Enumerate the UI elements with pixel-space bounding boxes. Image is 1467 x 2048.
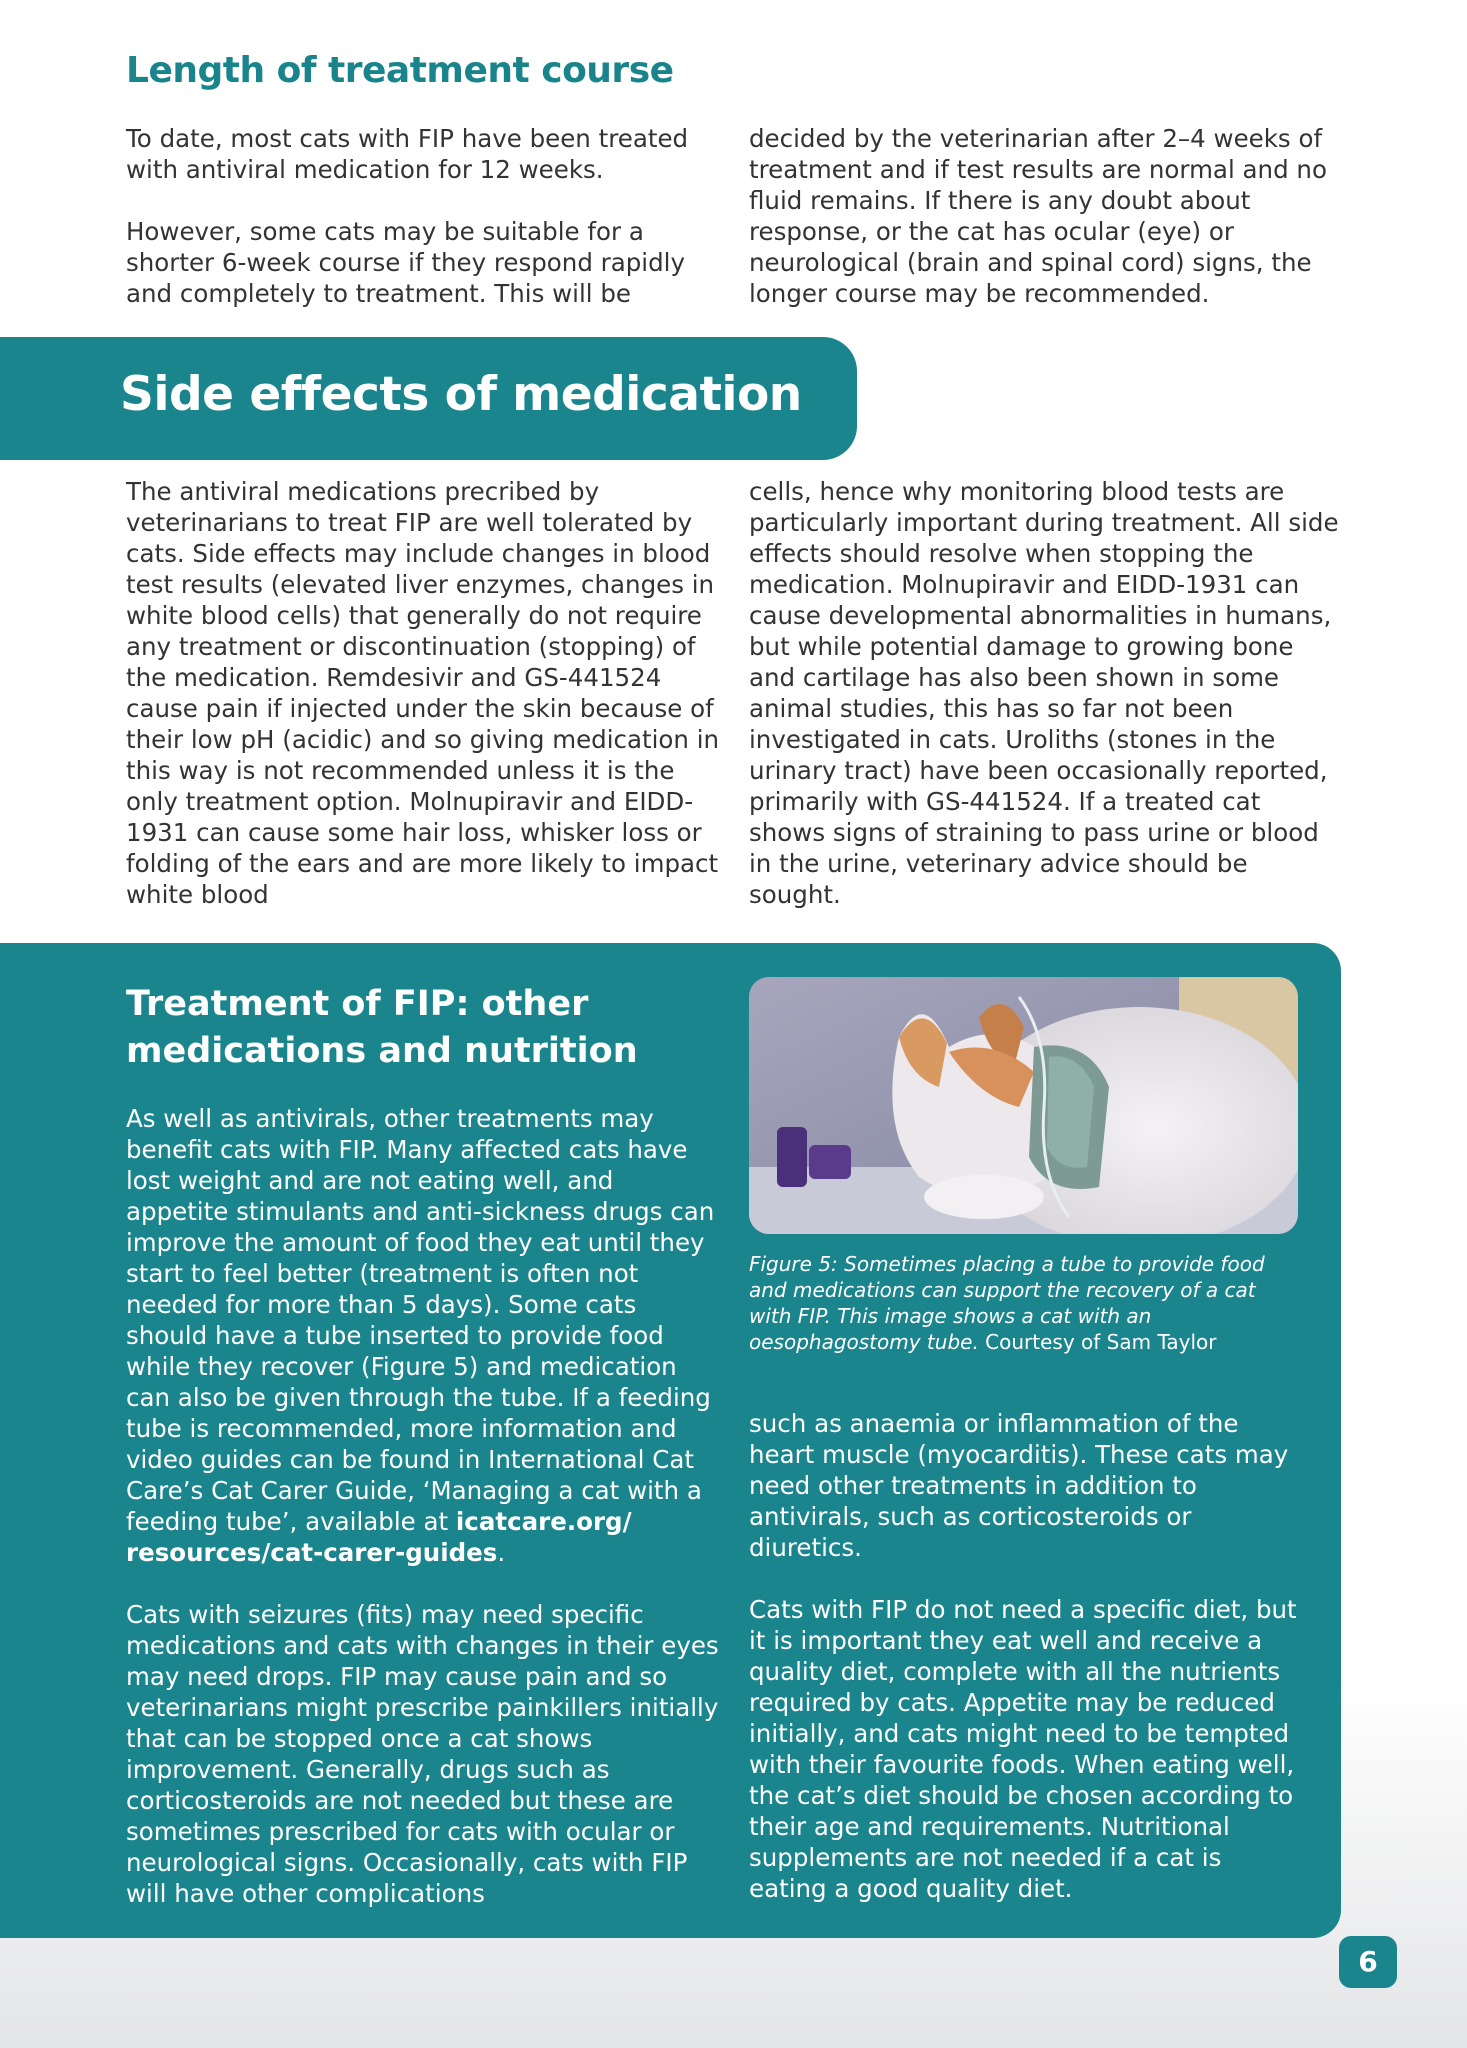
length-left-column: [126, 123, 720, 309]
cat-with-tube-image: [749, 977, 1298, 1234]
side-effects-left-column: [126, 476, 720, 910]
figure-5-credit: Courtesy of Sam Taylor: [978, 1330, 1217, 1354]
side-effects-paragraph-2: cells, hence why monitoring blood tests are particularly important during treatment. All side effects should resolve when stopping the medication. Molnupiravir and EIDD-1931 can cause developmental abnormalities in humans, but while potential damage to growing bone and cartilage has also been shown in some animal studies, this has so far not been investigated in cats. Uroliths (stones in the urinary tract) have been occasionally reported, primarily with GS-441524. If a treated cat shows signs of straining to pass urine or blood in the urine, veterinary advice should be sought.: [749, 477, 1339, 909]
treatment-paragraph-2: Cats with seizures (fits) may need specific medications and cats with changes in their eyes may need drops. FIP may cause pain and so veterinarians might prescribe painkillers initially that can be stopped once a cat shows improvement. Generally, drugs such as corticosteroids are not needed but these are sometimes prescribed for cats with ocular or neurological signs. Occasionally, cats with FIP will have other complications: [126, 1600, 719, 1908]
side-effects-right-column: [749, 476, 1339, 910]
treatment-heading-line-2: medications and nutrition: [126, 1031, 638, 1071]
figure-5-photo: [749, 977, 1298, 1234]
treatment-paragraph-1-text: As well as antivirals, other treatments may benefit cats with FIP. Many affected cats have lost weight and are not eating well, and appetite stimulants and anti-sickness drugs can improve the amount of food they eat until they start to feel better (treatment is often not needed for more than 5 days). Some cats should have a tube inserted to provide food while they recover (Figure 5) and medication can also be given through the tube. If a feeding tube is recommended, more information and video guides can be found in International Cat Care’s Cat Carer Guide, ‘Managing a cat with a feeding tube’, available at: [126, 1104, 715, 1536]
length-paragraph-3: decided by the veterinarian after 2–4 weeks of treatment and if test results are normal and no fluid remains. If there is any doubt about response, or the cat has ocular (eye) or neurological (brain and spinal cord) signs, the longer course may be recommended.: [749, 124, 1327, 308]
length-paragraph-2: However, some cats may be suitable for a shorter 6-week course if they respond rapidly and completely to treatment. This will be: [126, 217, 685, 308]
length-of-treatment-heading: Length of treatment course: [126, 50, 674, 91]
side-effects-banner: [0, 337, 857, 460]
treatment-left-column: [126, 1103, 720, 1909]
treatment-heading-line-1: Treatment of FIP: other: [126, 984, 589, 1024]
treatment-heading: [126, 981, 638, 1075]
page-number-badge: 6: [1339, 1936, 1397, 1988]
treatment-paragraph-3: such as anaemia or inflammation of the heart muscle (myocarditis). These cats may need other treatments in addition to antivirals, such as corticosteroids or diuretics.: [749, 1409, 1289, 1562]
treatment-paragraph-1: [126, 1103, 720, 1568]
figure-5-caption: [749, 1251, 1269, 1355]
side-effects-paragraph-1: The antiviral medications precribed by veterinarians to treat FIP are well tolerated by cats. Side effects may include changes in blood test results (elevated liver enzymes, changes in white blood cells) that generally do not require any treatment or discontinuation (stopping) of the medication. Remdesivir and GS-441524 cause pain if injected under the skin because of their low pH (acidic) and so giving medication in this way is not recommended unless it is the only treatment option. Molnupiravir and EIDD-1931 can cause some hair loss, whisker loss or folding of the ears and are more likely to impact white blood: [126, 477, 720, 909]
side-effects-heading: Side effects of medication: [120, 367, 802, 422]
length-paragraph-1: To date, most cats with FIP have been treated with antiviral medication for 12 weeks.: [126, 124, 689, 184]
icatcare-link[interactable]: icatcare.org/ resources/cat-carer-guides: [126, 1507, 632, 1567]
figure-5-caption-text: Figure 5: Sometimes placing a tube to provide food and medications can support the recovery of a cat with FIP. This image shows a cat with an oesophagostomy tube.: [749, 1252, 1265, 1354]
treatment-right-column: [749, 1408, 1299, 1904]
treatment-panel: [0, 943, 1341, 1938]
treatment-paragraph-1-end: .: [497, 1538, 506, 1567]
treatment-paragraph-4: Cats with FIP do not need a specific diet, but it is important they eat well and receive a quality diet, complete with all the nutrients required by cats. Appetite may be reduced initially, and cats might need to be tempted with their favourite foods. When eating well, the cat’s diet should be chosen according to their age and requirements. Nutritional supplements are not needed if a cat is eating a good quality diet.: [749, 1595, 1297, 1903]
length-right-column: [749, 123, 1339, 309]
